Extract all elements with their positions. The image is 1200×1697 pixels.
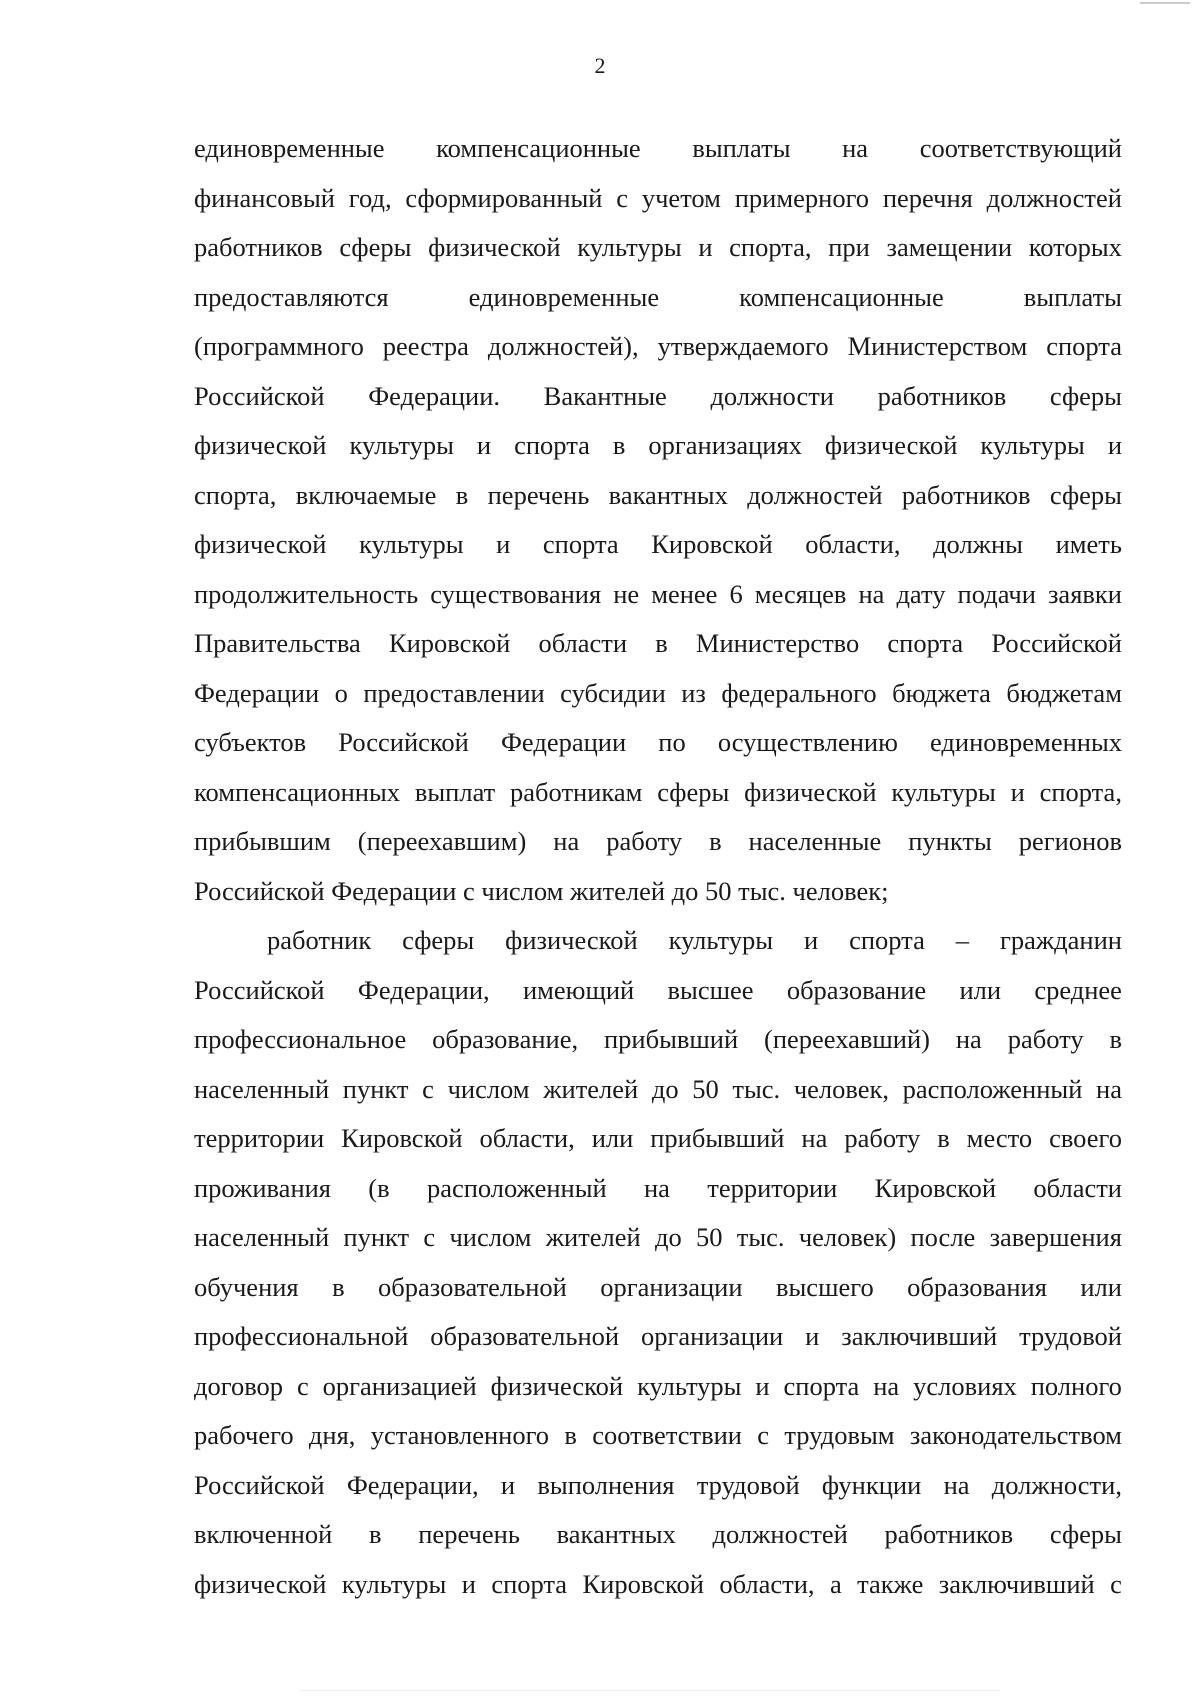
text-line [194, 1114, 1122, 1164]
word: населенные [748, 826, 882, 856]
word: высшее [667, 974, 754, 1005]
word: федерального [721, 677, 877, 708]
word: должны [933, 529, 1023, 559]
word: в [655, 628, 668, 658]
word: перечня [882, 182, 973, 213]
word: вакантных [608, 479, 728, 510]
word: на [1096, 1073, 1122, 1104]
word: образовательной [378, 1271, 567, 1302]
word: работу [1007, 1024, 1084, 1054]
word: среднее [1034, 974, 1122, 1005]
word: в [612, 430, 626, 460]
word: сферы [339, 232, 412, 262]
word: трудовой [696, 1469, 800, 1500]
word: образование [786, 974, 927, 1005]
word: в [369, 1519, 382, 1549]
paragraph-2 [194, 916, 1122, 1609]
word: физической [824, 430, 958, 460]
word: организациях [648, 430, 802, 460]
word: тыс. [736, 1222, 785, 1252]
word: выплат [414, 776, 496, 807]
word: спорта [783, 1370, 860, 1401]
word: вакантных [556, 1519, 676, 1549]
word: должности [710, 380, 834, 411]
word: единовременные [468, 281, 660, 312]
word: включенной [194, 1519, 333, 1549]
word: и [461, 1568, 476, 1599]
word: жителей [545, 1222, 641, 1252]
text-line [194, 223, 1122, 273]
text-line [194, 1164, 1122, 1214]
word: спорта [491, 1568, 568, 1599]
word: менее [651, 578, 718, 609]
word: пункт [343, 1222, 410, 1252]
word: а [829, 1568, 842, 1599]
word: организации [640, 1321, 784, 1351]
page-number: 2 [594, 53, 606, 78]
word: законодательством [909, 1420, 1122, 1450]
word: Вакантные [543, 380, 667, 411]
word: и [698, 232, 713, 262]
word: работников [194, 232, 323, 262]
word: профессиональное [194, 1024, 407, 1054]
word: организацией [322, 1370, 477, 1401]
word: работникам [510, 776, 643, 807]
word: 50 [696, 1222, 723, 1252]
word: осуществлению [717, 727, 898, 757]
text-line [194, 966, 1122, 1016]
text-line [194, 619, 1122, 669]
word: физической [194, 529, 327, 559]
text-line [194, 124, 1122, 174]
word: Кировской [341, 1123, 463, 1153]
word: Министерством [847, 331, 1028, 361]
word: трудовым [784, 1420, 895, 1450]
word: компенсационные [436, 133, 641, 163]
word: дату [896, 578, 946, 609]
word: сферы [1049, 380, 1122, 411]
text-line [194, 273, 1122, 323]
word: и [805, 1321, 820, 1351]
word: культуры [668, 925, 774, 955]
word: работников [877, 380, 1007, 411]
scan-artifact-top [1140, 2, 1190, 4]
word: числом [449, 1222, 532, 1252]
word: 50 [692, 1073, 719, 1104]
text-line [194, 1263, 1122, 1313]
word: числом [447, 1073, 530, 1104]
word: замещении [886, 232, 1013, 262]
word: единовременных [930, 727, 1122, 757]
text-line [194, 1411, 1122, 1461]
word: трудовой [1019, 1321, 1122, 1351]
word: на [955, 1024, 982, 1054]
word: или [591, 1123, 634, 1153]
word: культуры [980, 430, 1085, 460]
word: на [801, 1123, 828, 1153]
text-line [194, 817, 1122, 867]
word: субсидии [560, 677, 666, 708]
word: с [423, 1222, 436, 1252]
word: работу [844, 1123, 921, 1153]
word: с [1110, 1568, 1122, 1599]
word: должностей [712, 1519, 848, 1549]
text-line [194, 1461, 1122, 1511]
word: или [959, 974, 1002, 1005]
word: с [616, 182, 629, 213]
word: сферы [1049, 479, 1122, 510]
word: учетом [641, 182, 721, 213]
word: сформированный [405, 182, 603, 213]
word: заключивший [841, 1321, 998, 1351]
word: выполнения [537, 1469, 675, 1500]
word: образования [907, 1271, 1047, 1302]
word: физической [505, 925, 638, 955]
text-line [194, 1560, 1122, 1610]
word: на [643, 1172, 670, 1203]
word: территории [194, 1123, 325, 1153]
word: культуры [359, 529, 464, 559]
text-line [194, 372, 1122, 422]
word: области [538, 628, 628, 658]
word: культуры [577, 232, 682, 262]
word: человек, [793, 1073, 889, 1104]
word: профессиональной [194, 1321, 409, 1351]
word: физической [194, 1568, 327, 1599]
word: заключивший [938, 1568, 1095, 1599]
word: спорта, [729, 232, 812, 262]
paragraph-1 [194, 124, 1122, 916]
word: прибывшим [194, 826, 331, 856]
word: полного [1030, 1370, 1122, 1401]
word: условиях [913, 1370, 1017, 1401]
word: и [496, 529, 511, 559]
word: Кировской [874, 1172, 997, 1203]
word: проживания [194, 1172, 331, 1203]
word: с [422, 1073, 434, 1104]
word: расположенный [426, 1172, 607, 1203]
word: Кировской [651, 529, 773, 559]
word: продолжительность [194, 578, 419, 609]
word: после [910, 1222, 976, 1252]
word: пункт [342, 1073, 409, 1104]
word: и [755, 1370, 770, 1401]
word: работу [606, 826, 683, 856]
word: функции [821, 1469, 922, 1500]
word: Российской [338, 727, 469, 757]
word: на [873, 1370, 900, 1401]
word: и [1107, 430, 1122, 460]
text-line [194, 471, 1122, 521]
word: Федерации [500, 727, 627, 757]
word: в [332, 1271, 345, 1302]
word: с [757, 1420, 770, 1450]
word: гражданин [999, 925, 1122, 955]
word: выплаты [1023, 281, 1122, 312]
text-line [194, 570, 1122, 620]
word: расположенный [902, 1073, 1083, 1104]
scan-artifact-bottom [300, 1690, 1000, 1691]
word: образовательной [430, 1321, 620, 1351]
word: договор [194, 1370, 284, 1401]
word: на [842, 133, 869, 163]
word: Правительства [194, 628, 361, 658]
word: соответствующий [919, 133, 1122, 163]
word: в [455, 479, 469, 510]
word: имеющий [522, 974, 635, 1005]
word: компенсационных [194, 776, 401, 807]
word: утверждаемого [657, 331, 829, 361]
word: заявки [1047, 578, 1122, 609]
word: культуры [341, 1568, 447, 1599]
word: бюджетам [1006, 677, 1122, 708]
text-line [194, 1312, 1122, 1362]
word: (переехавшим) [357, 826, 527, 856]
word: реестра [382, 331, 469, 361]
word: дня, [308, 1420, 356, 1450]
word: человек) [798, 1222, 897, 1252]
word: иметь [1055, 529, 1122, 559]
word: физической [490, 1370, 624, 1401]
word: сферы [1049, 1519, 1122, 1549]
word: Федерации [194, 677, 320, 708]
word: работников [884, 1519, 1014, 1549]
word: бюджета [892, 677, 991, 708]
word: выплаты [692, 133, 791, 163]
text-line [194, 669, 1122, 719]
word: работников [901, 479, 1031, 510]
word: Федерации. [368, 380, 501, 411]
word: в [564, 1420, 577, 1450]
word: субъектов [194, 727, 307, 757]
word: (программного [194, 331, 364, 361]
word: также [857, 1568, 924, 1599]
word: компенсационные [739, 281, 944, 312]
word: примерного [734, 182, 870, 213]
word: должностей [747, 479, 883, 510]
word: Российской [194, 974, 325, 1005]
text-line [194, 322, 1122, 372]
word: работник [267, 925, 372, 955]
text-line: Российской Федерации с числом жителей до 50 тыс. человек; [194, 875, 889, 906]
word: на [553, 826, 580, 856]
text-line [194, 520, 1122, 570]
word: и [803, 925, 819, 955]
word: спорта [514, 430, 590, 460]
word: Кировской [388, 628, 511, 658]
word: установленного [370, 1420, 550, 1450]
word: культуры [891, 776, 996, 807]
word: спорта, [1039, 776, 1122, 807]
text-line [194, 1065, 1122, 1115]
text-line [194, 718, 1122, 768]
word: Министерство [695, 628, 860, 658]
word: до [651, 1073, 679, 1104]
text-line [194, 421, 1122, 471]
word: обучения [194, 1271, 299, 1302]
word: Федерации, [346, 1469, 479, 1500]
word: физической [194, 430, 327, 460]
word: сферы [402, 925, 475, 955]
word: области, [719, 1568, 815, 1599]
word: соответствии [592, 1420, 742, 1450]
word: не [613, 578, 640, 609]
word: образование, [432, 1024, 579, 1054]
text-line [194, 1213, 1122, 1263]
word: или [1080, 1271, 1122, 1302]
word: и [500, 1469, 516, 1500]
word: территории [707, 1172, 838, 1203]
word: месяцев [754, 578, 847, 609]
word: предоставлении [363, 677, 545, 708]
word: области, [479, 1123, 575, 1153]
text-line [194, 916, 1122, 966]
text-line [194, 768, 1122, 818]
word: существования [430, 578, 602, 609]
word: жителей [543, 1073, 639, 1104]
text-line [194, 1015, 1122, 1065]
word: на [943, 1469, 970, 1500]
word: Кировской [582, 1568, 704, 1599]
word: и [1010, 776, 1025, 807]
word: на [858, 578, 885, 609]
word: населенный [194, 1073, 330, 1104]
word: завершения [989, 1222, 1122, 1252]
word: с [296, 1370, 309, 1401]
word: перечень [418, 1519, 520, 1549]
word: своего [1049, 1123, 1122, 1153]
word: 6 [729, 578, 743, 609]
word: в [709, 826, 722, 856]
word: физической [744, 776, 877, 807]
word: спорта [887, 628, 964, 658]
word: спорта, [194, 479, 277, 510]
word: области [1033, 1172, 1122, 1203]
word: организации [600, 1271, 743, 1302]
text-line [194, 1510, 1122, 1560]
word: физической [428, 232, 561, 262]
word: год, [348, 182, 392, 213]
word: по [658, 727, 686, 757]
word: из [681, 677, 706, 708]
word: включаемые [295, 479, 437, 510]
word: пункты [908, 826, 992, 856]
word: спорта [1046, 331, 1122, 361]
word: финансовый [194, 182, 335, 213]
word: должностей), [487, 331, 639, 361]
word: культуры [349, 430, 454, 460]
word: перечень [487, 479, 590, 510]
word: (в [368, 1172, 390, 1203]
word: в [1109, 1024, 1122, 1054]
word: в [937, 1123, 950, 1153]
word: населенный [194, 1222, 330, 1252]
word: сферы [657, 776, 730, 807]
word: подачи [957, 578, 1036, 609]
document-body [194, 124, 1122, 1609]
word: предоставляются [194, 281, 389, 312]
text-line [194, 174, 1122, 224]
word: регионов [1018, 826, 1122, 856]
word: тыс. [732, 1073, 781, 1104]
word: место [966, 1123, 1033, 1153]
word: Российской [991, 628, 1122, 658]
word: прибывший [603, 1024, 739, 1054]
word: спорта [849, 925, 925, 955]
word: Российской [194, 1469, 325, 1500]
word: должностей [986, 182, 1122, 213]
word: при [828, 232, 870, 262]
word: высшего [775, 1271, 874, 1302]
word: должности, [991, 1469, 1122, 1500]
word: которых [1028, 232, 1122, 262]
word: и [476, 430, 492, 460]
word: – [955, 925, 970, 955]
word: до [655, 1222, 682, 1252]
word: Российской [194, 380, 325, 411]
word: (переехавший) [764, 1024, 930, 1054]
word: прибывший [650, 1123, 785, 1153]
word: о [334, 677, 348, 708]
word: единовременные [194, 133, 385, 163]
word: спорта [542, 529, 619, 559]
word: культуры [637, 1370, 742, 1401]
word: рабочего [194, 1420, 294, 1450]
word: Федерации, [357, 974, 490, 1005]
text-line [194, 1362, 1122, 1412]
word: области, [805, 529, 901, 559]
